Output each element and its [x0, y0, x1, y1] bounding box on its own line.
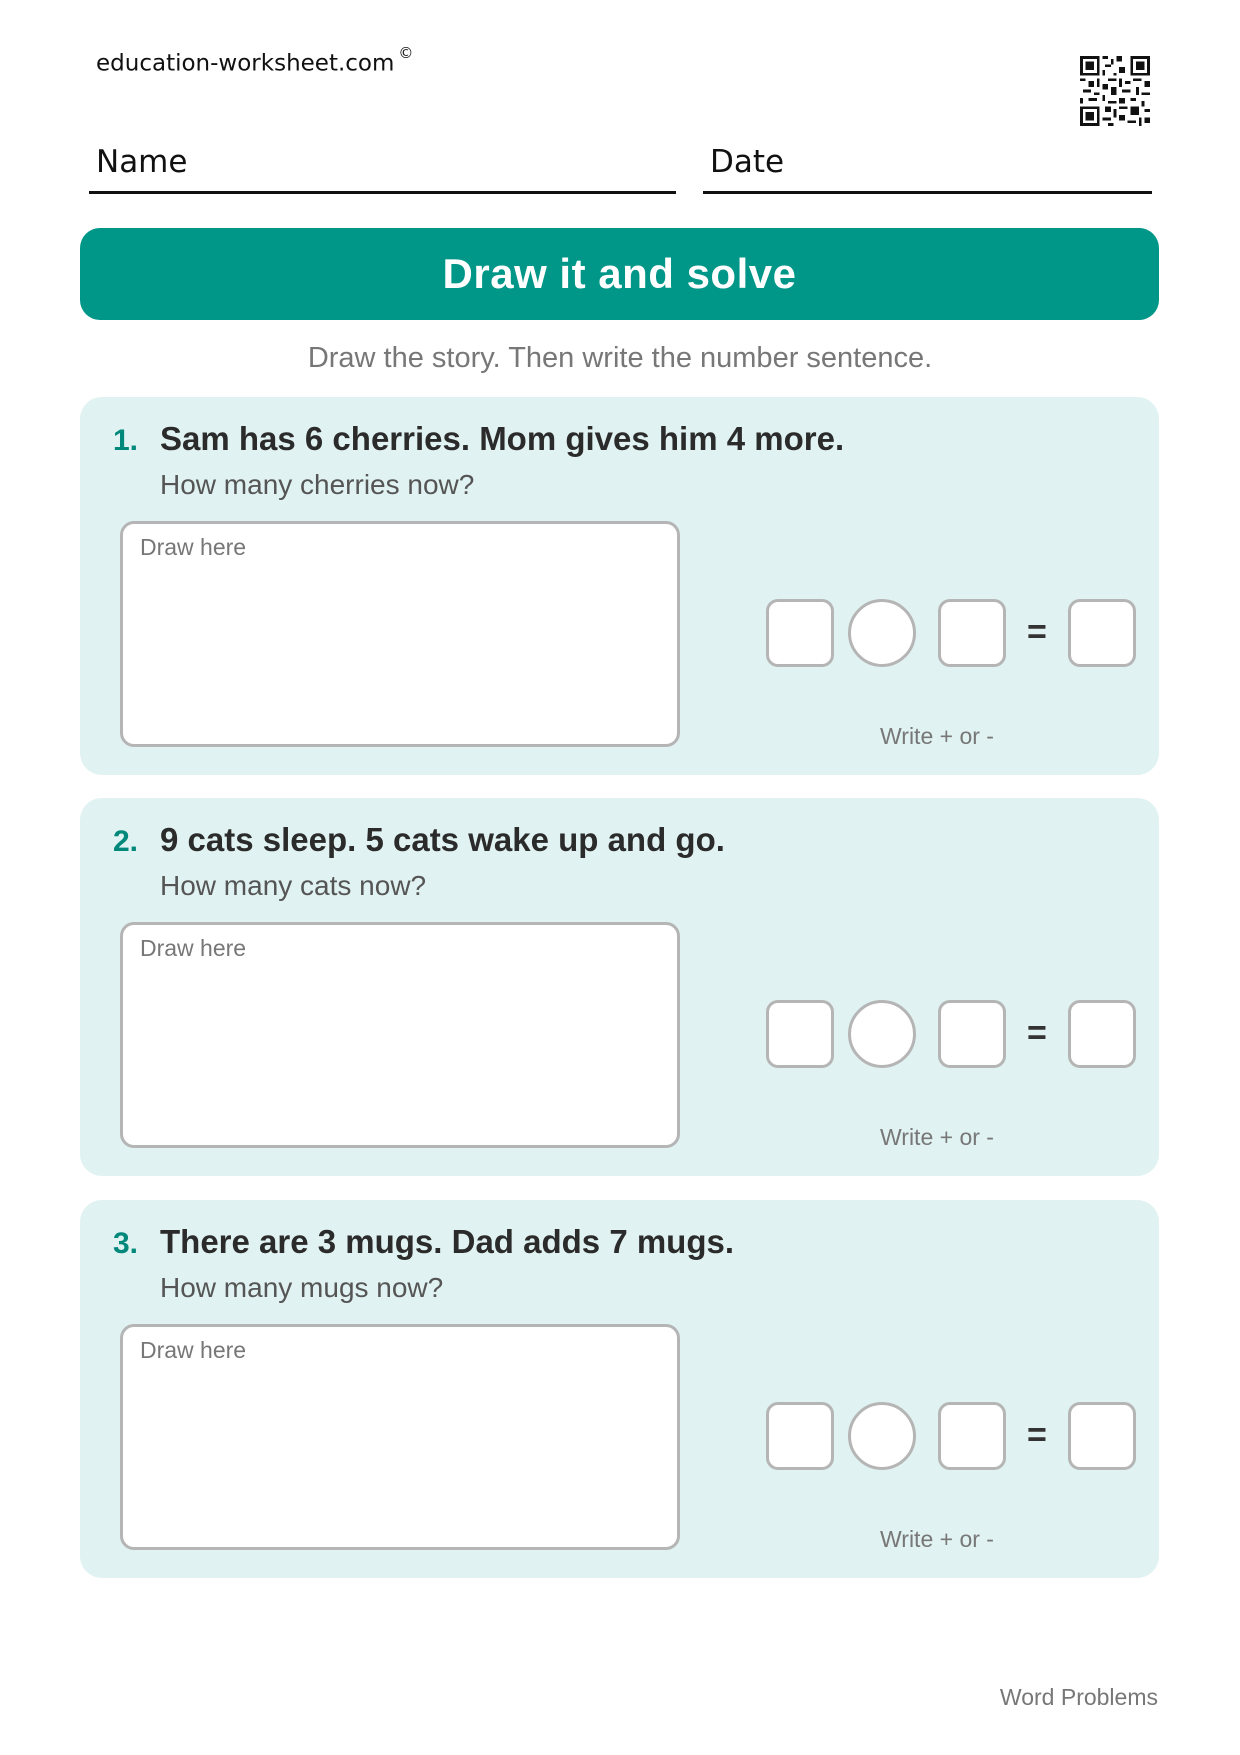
operator-hint: Write + or -	[880, 1124, 994, 1150]
problem-number: 1.	[113, 424, 139, 457]
answer-box[interactable]	[1068, 599, 1136, 667]
footer-label: Word Problems	[999, 1684, 1158, 1710]
problem-number: 2.	[113, 825, 139, 858]
problem-question: How many mugs now?	[160, 1272, 444, 1303]
answer-box[interactable]	[1068, 1000, 1136, 1068]
problem-text: 9 cats sleep. 5 cats wake up and go.	[160, 821, 725, 858]
operator-hint: Write + or -	[880, 723, 994, 749]
drawing-area-label: Draw here	[140, 534, 247, 560]
first-number-box[interactable]	[766, 599, 834, 667]
problem-question: How many cherries now?	[160, 469, 475, 500]
problem-number: 3.	[113, 1227, 139, 1260]
site-url: education-worksheet.com	[96, 50, 395, 77]
problem-text: There are 3 mugs. Dad adds 7 mugs.	[160, 1223, 735, 1260]
name-field[interactable]	[89, 140, 676, 194]
site-name	[96, 44, 414, 77]
page-title: Draw it and solve	[442, 250, 797, 297]
operator-circle[interactable]	[848, 1402, 916, 1470]
date-field[interactable]	[703, 140, 1152, 194]
title-banner	[80, 228, 1159, 320]
first-number-box[interactable]	[766, 1402, 834, 1470]
answer-box[interactable]	[1068, 1402, 1136, 1470]
date-label: Date	[710, 144, 785, 180]
drawing-area[interactable]	[120, 521, 680, 747]
second-number-box[interactable]	[938, 1402, 1006, 1470]
operator-circle[interactable]	[848, 1000, 916, 1068]
equals-sign: =	[1027, 1014, 1047, 1052]
operator-hint: Write + or -	[880, 1526, 994, 1552]
name-label: Name	[96, 144, 188, 180]
drawing-area[interactable]	[120, 922, 680, 1148]
operator-circle[interactable]	[848, 599, 916, 667]
problem-card	[80, 1200, 1159, 1578]
problem-question: How many cats now?	[160, 870, 427, 901]
problem-text: Sam has 6 cherries. Mom gives him 4 more.	[160, 420, 845, 457]
drawing-area[interactable]	[120, 1324, 680, 1550]
copyright-mark: ©	[398, 44, 414, 62]
problem-card	[80, 397, 1159, 775]
second-number-box[interactable]	[938, 599, 1006, 667]
instructions: Draw the story. Then write the number sentence.	[307, 342, 933, 374]
drawing-area-label: Draw here	[140, 1337, 247, 1363]
equals-sign: =	[1027, 613, 1047, 651]
problem-card	[80, 798, 1159, 1176]
equals-sign: =	[1027, 1416, 1047, 1454]
first-number-box[interactable]	[766, 1000, 834, 1068]
drawing-area-label: Draw here	[140, 935, 247, 961]
qr-code-icon	[1080, 56, 1150, 126]
second-number-box[interactable]	[938, 1000, 1006, 1068]
